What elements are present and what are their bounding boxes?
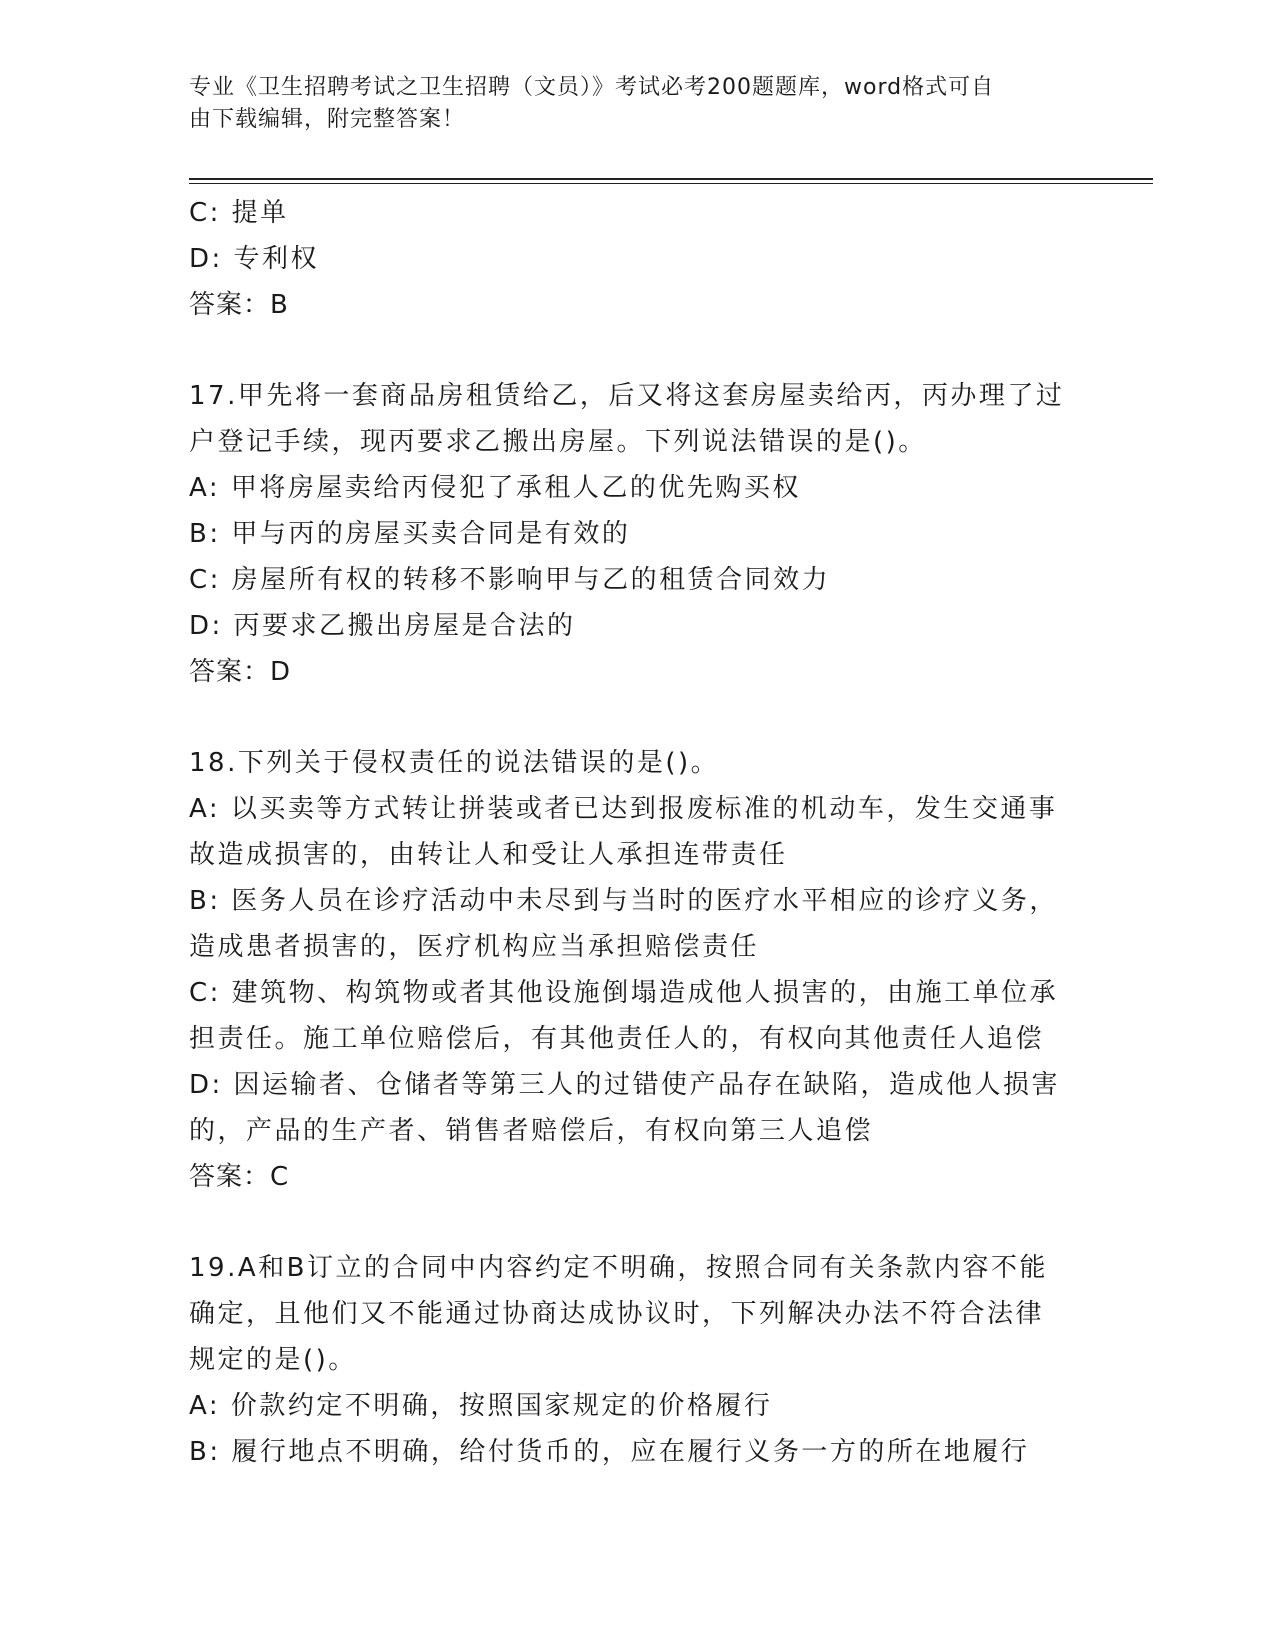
header-line-2: 由下载编辑，附完整答案！ <box>189 107 466 132</box>
option-d-continued: 的，产品的生产者、销售者赔偿后，有权向第三人追偿 <box>189 1116 874 1146</box>
option-d: D: 专利权 <box>189 244 320 274</box>
document-header <box>189 72 1069 136</box>
option-c: C: 建筑物、构筑物或者其他设施倒塌造成他人损害的，由施工单位承 <box>189 978 1059 1008</box>
question-spacer <box>189 695 1089 740</box>
question-stem-line: 户登记手续，现丙要求乙搬出房屋。下列说法错误的是()。 <box>189 427 927 457</box>
option-c: C: 提单 <box>189 198 289 228</box>
question-stem-line: 确定，且他们又不能通过协商达成协议时，下列解决办法不符合法律 <box>189 1299 1045 1329</box>
header-divider-thin <box>189 183 1153 184</box>
option-b: B: 履行地点不明确，给付货币的，应在履行义务一方的所在地履行 <box>189 1437 1030 1467</box>
option-b: B: 甲与丙的房屋买卖合同是有效的 <box>189 519 631 549</box>
option-c-continued: 担责任。施工单位赔偿后，有其他责任人的，有权向其他责任人追偿 <box>189 1024 1045 1054</box>
option-d: D: 因运输者、仓储者等第三人的过错使产品存在缺陷，造成他人损害 <box>189 1070 1061 1100</box>
option-a: A: 甲将房屋卖给丙侵犯了承租人乙的优先购买权 <box>189 473 801 503</box>
option-a: A: 价款约定不明确，按照国家规定的价格履行 <box>189 1391 773 1421</box>
question-18 <box>189 740 1089 1200</box>
option-a-continued: 故造成损害的，由转让人和受让人承担连带责任 <box>189 840 788 870</box>
question-stem-line: 18.下列关于侵权责任的说法错误的是()。 <box>189 748 720 778</box>
answer-line: 答案：B <box>189 290 289 320</box>
header-divider-thick <box>189 178 1153 180</box>
question-stem-line: 19.A和B订立的合同中内容约定不明确，按照合同有关条款内容不能 <box>189 1253 1048 1283</box>
question-spacer <box>189 328 1089 373</box>
question-spacer <box>189 1200 1089 1245</box>
answer-line: 答案：C <box>189 1162 290 1192</box>
question-16-tail <box>189 190 1089 328</box>
answer-line: 答案：D <box>189 657 292 687</box>
question-17 <box>189 373 1089 695</box>
question-19 <box>189 1245 1089 1475</box>
option-b: B: 医务人员在诊疗活动中未尽到与当时的医疗水平相应的诊疗义务， <box>189 886 1058 916</box>
header-line-1: 专业《卫生招聘考试之卫生招聘（文员）》考试必考200题题库，word格式可自 <box>189 75 995 100</box>
question-stem-line: 17.甲先将一套商品房租赁给乙，后又将这套房屋卖给丙，丙办理了过 <box>189 381 1065 411</box>
option-b-continued: 造成患者损害的，医疗机构应当承担赔偿责任 <box>189 932 760 962</box>
option-a: A: 以买卖等方式转让拼装或者已达到报废标准的机动车，发生交通事 <box>189 794 1058 824</box>
option-d: D: 丙要求乙搬出房屋是合法的 <box>189 611 576 641</box>
document-body <box>189 190 1089 1475</box>
option-c: C: 房屋所有权的转移不影响甲与乙的租赁合同效力 <box>189 565 831 595</box>
question-stem-line: 规定的是()。 <box>189 1345 357 1375</box>
